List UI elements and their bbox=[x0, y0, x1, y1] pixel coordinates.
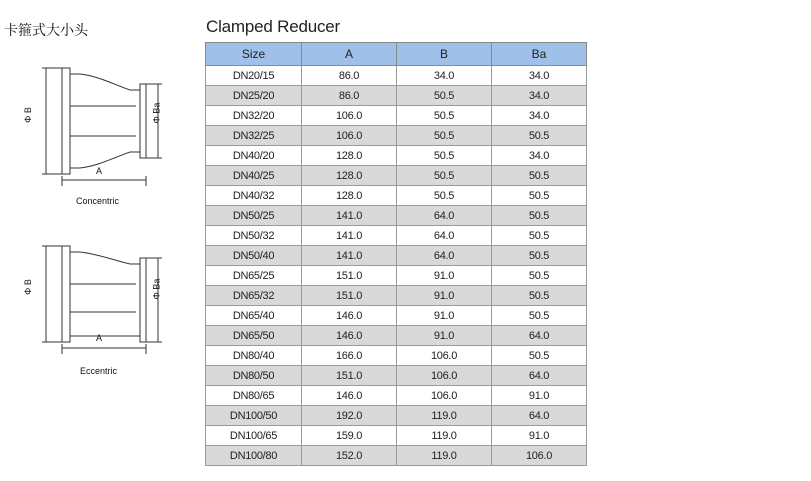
cell-b: 91.0 bbox=[397, 326, 492, 346]
cell-b: 50.5 bbox=[397, 146, 492, 166]
cell-ba: 64.0 bbox=[492, 366, 587, 386]
table-row bbox=[206, 106, 587, 126]
cell-a: 128.0 bbox=[302, 146, 397, 166]
cell-a: 159.0 bbox=[302, 426, 397, 446]
cell-size: DN65/40 bbox=[206, 306, 302, 326]
table-row bbox=[206, 86, 587, 106]
table-row bbox=[206, 166, 587, 186]
cell-b: 50.5 bbox=[397, 166, 492, 186]
cell-size: DN65/32 bbox=[206, 286, 302, 306]
cell-b: 119.0 bbox=[397, 446, 492, 466]
table-row bbox=[206, 66, 587, 86]
cell-a: 151.0 bbox=[302, 266, 397, 286]
cell-ba: 50.5 bbox=[492, 346, 587, 366]
cell-a: 86.0 bbox=[302, 86, 397, 106]
cell-size: DN100/80 bbox=[206, 446, 302, 466]
cell-b: 106.0 bbox=[397, 386, 492, 406]
table-row bbox=[206, 326, 587, 346]
table-row bbox=[206, 246, 587, 266]
chinese-title: 卡箍式大小头 bbox=[4, 23, 88, 39]
cell-size: DN65/25 bbox=[206, 266, 302, 286]
cell-ba: 50.5 bbox=[492, 306, 587, 326]
cell-b: 119.0 bbox=[397, 426, 492, 446]
cell-size: DN80/40 bbox=[206, 346, 302, 366]
table-row bbox=[206, 286, 587, 306]
cell-ba: 50.5 bbox=[492, 286, 587, 306]
cell-ba: 50.5 bbox=[492, 226, 587, 246]
header-ba: Ba bbox=[492, 43, 587, 66]
table-row bbox=[206, 126, 587, 146]
cell-ba: 91.0 bbox=[492, 386, 587, 406]
cell-size: DN40/20 bbox=[206, 146, 302, 166]
cell-b: 50.5 bbox=[397, 126, 492, 146]
cell-a: 128.0 bbox=[302, 186, 397, 206]
cell-size: DN50/40 bbox=[206, 246, 302, 266]
cell-size: DN80/50 bbox=[206, 366, 302, 386]
cell-ba: 34.0 bbox=[492, 86, 587, 106]
cell-b: 106.0 bbox=[397, 366, 492, 386]
header-a: A bbox=[302, 43, 397, 66]
table-title: Clamped Reducer bbox=[206, 17, 341, 36]
table-header-row bbox=[206, 43, 587, 66]
cell-b: 64.0 bbox=[397, 246, 492, 266]
cell-size: DN100/50 bbox=[206, 406, 302, 426]
cell-b: 106.0 bbox=[397, 346, 492, 366]
header-size: Size bbox=[206, 43, 302, 66]
table-row bbox=[206, 406, 587, 426]
cell-b: 64.0 bbox=[397, 206, 492, 226]
cell-a: 128.0 bbox=[302, 166, 397, 186]
cell-ba: 34.0 bbox=[492, 66, 587, 86]
eccentric-drawing bbox=[18, 240, 178, 390]
cell-a: 141.0 bbox=[302, 206, 397, 226]
table-row bbox=[206, 366, 587, 386]
cell-ba: 50.5 bbox=[492, 186, 587, 206]
cell-a: 86.0 bbox=[302, 66, 397, 86]
cell-size: DN40/25 bbox=[206, 166, 302, 186]
cell-ba: 50.5 bbox=[492, 246, 587, 266]
cell-ba: 34.0 bbox=[492, 146, 587, 166]
table-row bbox=[206, 446, 587, 466]
cell-size: DN25/20 bbox=[206, 86, 302, 106]
cell-a: 141.0 bbox=[302, 226, 397, 246]
cell-b: 91.0 bbox=[397, 306, 492, 326]
cell-a: 141.0 bbox=[302, 246, 397, 266]
cell-size: DN50/25 bbox=[206, 206, 302, 226]
cell-size: DN32/25 bbox=[206, 126, 302, 146]
cell-b: 50.5 bbox=[397, 106, 492, 126]
cell-ba: 64.0 bbox=[492, 406, 587, 426]
cell-a: 151.0 bbox=[302, 286, 397, 306]
cell-a: 151.0 bbox=[302, 366, 397, 386]
cell-ba: 50.5 bbox=[492, 166, 587, 186]
cell-b: 34.0 bbox=[397, 66, 492, 86]
cell-size: DN80/65 bbox=[206, 386, 302, 406]
concentric-drawing bbox=[18, 60, 178, 210]
cell-ba: 91.0 bbox=[492, 426, 587, 446]
table-row bbox=[206, 306, 587, 326]
table-row bbox=[206, 426, 587, 446]
eccentric-caption: Eccentric bbox=[80, 366, 118, 376]
cell-size: DN20/15 bbox=[206, 66, 302, 86]
cell-ba: 50.5 bbox=[492, 266, 587, 286]
table-row bbox=[206, 266, 587, 286]
cell-a: 106.0 bbox=[302, 126, 397, 146]
cell-ba: 50.5 bbox=[492, 126, 587, 146]
cell-size: DN100/65 bbox=[206, 426, 302, 446]
cell-ba: 106.0 bbox=[492, 446, 587, 466]
dim-b-label: Φ B bbox=[22, 279, 33, 295]
concentric-caption: Concentric bbox=[76, 196, 120, 206]
cell-a: 166.0 bbox=[302, 346, 397, 366]
cell-a: 192.0 bbox=[302, 406, 397, 426]
cell-b: 64.0 bbox=[397, 226, 492, 246]
dim-a-label: A bbox=[96, 333, 103, 343]
dim-ba-label: Φ Ba bbox=[151, 278, 162, 300]
table-row bbox=[206, 346, 587, 366]
dim-ba-label: Φ Ba bbox=[151, 102, 162, 124]
cell-a: 146.0 bbox=[302, 306, 397, 326]
table-row bbox=[206, 226, 587, 246]
dim-b-label: Φ B bbox=[22, 107, 33, 123]
cell-b: 91.0 bbox=[397, 286, 492, 306]
table-row bbox=[206, 186, 587, 206]
cell-b: 50.5 bbox=[397, 186, 492, 206]
cell-a: 146.0 bbox=[302, 386, 397, 406]
cell-ba: 64.0 bbox=[492, 326, 587, 346]
cell-a: 146.0 bbox=[302, 326, 397, 346]
table-row bbox=[206, 206, 587, 226]
cell-size: DN50/32 bbox=[206, 226, 302, 246]
table-row bbox=[206, 386, 587, 406]
cell-b: 91.0 bbox=[397, 266, 492, 286]
table-body bbox=[206, 66, 587, 466]
cell-b: 119.0 bbox=[397, 406, 492, 426]
cell-a: 106.0 bbox=[302, 106, 397, 126]
cell-size: DN65/50 bbox=[206, 326, 302, 346]
cell-ba: 50.5 bbox=[492, 206, 587, 226]
cell-b: 50.5 bbox=[397, 86, 492, 106]
cell-ba: 34.0 bbox=[492, 106, 587, 126]
cell-a: 152.0 bbox=[302, 446, 397, 466]
cell-size: DN40/32 bbox=[206, 186, 302, 206]
dim-a-label: A bbox=[96, 166, 103, 176]
header-b: B bbox=[397, 43, 492, 66]
table-row bbox=[206, 146, 587, 166]
spec-table bbox=[205, 42, 587, 466]
cell-size: DN32/20 bbox=[206, 106, 302, 126]
